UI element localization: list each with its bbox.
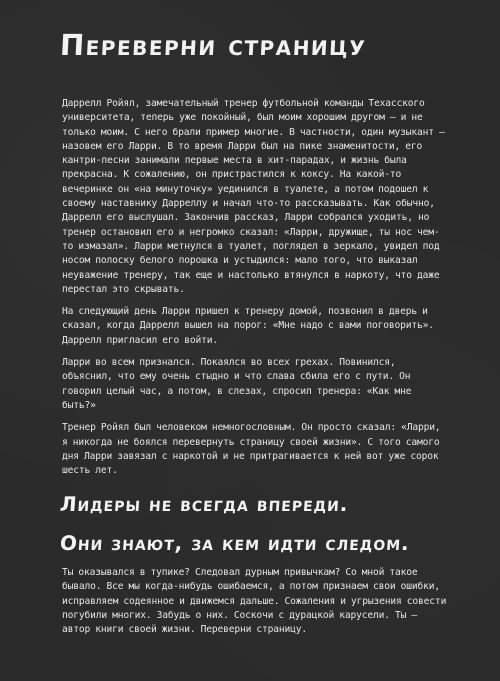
- closing-section: [62, 566, 448, 645]
- story-body: [62, 97, 448, 486]
- page-title: Переверни страницу: [59, 28, 368, 62]
- slogan-line-2: Они знают, за кем идти следом.: [59, 531, 411, 555]
- paragraph-4: Тренер Ройял был человеком немногословным. Он просто сказал: «Ларри, я никогда не боялся перевернуть страницу своей жизни». С того самого дня Ларри завязал с наркотой и не притрагивается к ней вот уже сорок шесть лет.: [62, 422, 441, 477]
- closing-paragraph: Ты оказывался в тупике? Следовал дурным привычкам? Со мной такое бывало. Все мы когда-нибудь ошибаемся, а потом признаем свои ошибки, исправляем содеянное и движемся дальше. Сожаления и угрызения совести погубили многих. Забудь о них. Соскочи с дурацкой карусели. Ты — автор книги своей жизни. Переверни страницу.: [62, 567, 447, 636]
- paragraph-3: Ларри во всем признался. Покаялся во всех грехах. Повинился, объяснил, что ему очень стыдно и что слава сбила его с пути. Он говорил целый час, а потом, в слезах, спросил тренера: «Как мне быть?»: [62, 357, 412, 411]
- paragraph-2: На следующий день Ларри пришел к тренеру домой, позвонил в дверь и сказал, когда Даррелл вышел на порог: «Мне надо с вами поговорить». Даррелл пригласил его войти.: [62, 306, 434, 346]
- slogan-line-1: Лидеры не всегда впереди.: [59, 492, 350, 516]
- paragraph-1: Даррелл Ройял, замечательный тренер футбольной команды Техасского университета, теперь уже покойный, был моим хорошим другом — и не только моим. С него брали пример многие. В частности, один музыкант — назовем его Ларри. В то время Ларри был на пике знаменитости, его кантри-песни занимали первые места в хит-парадах, и жизнь была прекрасна. К сожалению, он пристрастился к коксу. На какой-то вечеринке он «на минуточку» уединился в туалете, а потом подошел к своему наставнику Дарреллу и начал что-то рассказывать. Как обычно, Даррелл его выслушал. Закончив рассказ, Ларри собрался уходить, но тренер остановил его и негромко сказал: «Ларри, дружище, ты нос чем-то измазал». Ларри метнулся в туалет, поглядел в зеркало, увидел под носом полоску белого порошка и устыдился: мало того, что выказал неуважение тренеру, так еще и настолько втянулся в наркоту, что даже перестал это скрывать.: [62, 98, 445, 295]
